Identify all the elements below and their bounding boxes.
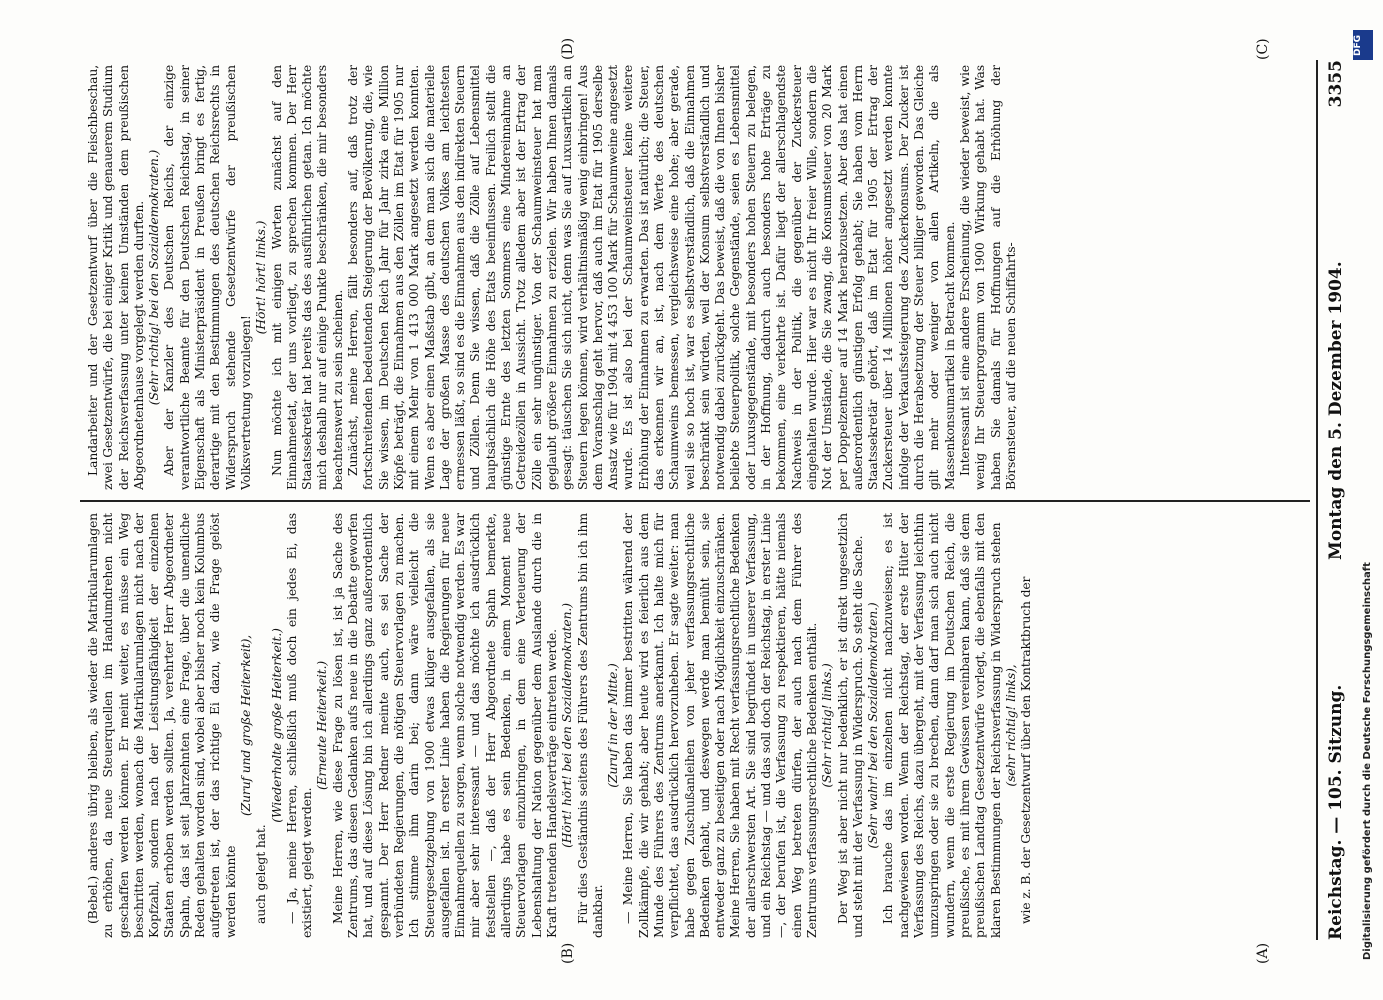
header-left: Reichstag. — 105. Sitzung. [1326,684,1346,940]
interjection: (Sehr wahr! bei den Sozialdemokraten.) [865,602,881,849]
paragraph: Aber der Kanzler des Deutschen Reichs, der einzige verantwortliche Beamte für den Deutschen Reichstag, in seiner Eigenschaft als Ministerpräsident in Preußen bringt es fertig, derartige mit den Bestimmungen des deutschen Reichsrechts in Widerspruch stehende Gesetzentwürfe der preußischen Volksvertretung vorzulegen! [161,65,253,490]
interjection: (Sehr richtig! links.) [819,663,835,788]
paragraph: — Meine Herren, Sie haben das immer bestritten während der Zollkämpfe, die wir gehabt; aber heute wird es feierlich aus dem Munde des Führers des Zentrums anerkannt. Ich halte mich für verpflichtet, das ausdrücklich hervorzuheben. Er sagte weiter: man habe gegen Zuschußanleihen von jeher verfassungsrechtliche Bedenken gehabt, und deswegen werde man bemüht sein, sie entweder ganz zu beseitigen oder nach Möglichkeit einzuschränken. Meine Herren, Sie haben mit Recht verfassungsrechtliche Bedenken der allerschwersten Art. Sie sind begründet in unserer Verfassung, und ein Reichstag — und das soll doch der Reichstag, in erster Linie —, der berufen ist, die Verfassung zu respektieren, hätte niemals einen Weg betreten dürfen, der auch nach dem Führer des Zentrums verfassungsrechtliche Bedenken enthält. [620,513,819,938]
paragraph: Für dies Geständnis seitens des Führers des Zentrums bin ich ihm dankbar. [574,513,605,938]
interjection: (Hört! hört! bei den Sozialdemokraten.) [559,603,575,848]
header-rule [1316,60,1318,940]
margin-mark-c: (C) [1255,38,1271,60]
interjection: (Zuruf und große Heiterkeit), [237,634,253,817]
footer-credit: Digitalisierung gefördert durch die Deutsche Forschungsgemeinschaft [1362,562,1373,960]
paragraph: Meine Herren, wie diese Frage zu lösen ist, ist ja Sache des Zentrums, das diesen Gedanken aufs neue in die Debatte geworfen hat, und auf diese Lösung bin ich allerdings ganz außerordentlich gespannt. Der Herr Redner meinte auch, es sei Sache der verbündeten Regierungen, die nötigen Steuervorlagen zu machen. Ich stimme ihm darin bei; dann wäre vielleicht die Steuergesetzgebung von 1900 etwas klüger ausgefallen, als sie ausgefallen ist. In erster Linie haben die Regierungen für neue Einnahmequellen zu sorgen, wenn solche notwendig werden. Es war mir aber sehr interessant — und das möchte ich ausdrücklich feststellen —, daß der Herr Abgeordnete Spahn bemerkte, allerdings habe es sein Bedenken, in einem Moment neue Steuervorlagen einzubringen, in dem eine Verteuerung der Lebenshaltung der Nation gegenüber dem Auslande durch die in Kraft tretenden Handelsverträge eintreten werde. [329,513,559,938]
interjection: (Wiederholte große Heiterkeit.) [268,628,284,823]
paragraph: Nun möchte ich mit einigen Worten zunächst auf den Einnahmeetat, der uns vorliegt, zu sprechen kommen. Der Herr Staatssekretär hat bereits das des ausführlichen getan. Ich möchte mich deshalb nur auf einige Punkte beschränken, die mir besonders beachtenswert zu sein scheinen. [268,65,345,490]
text-column-right [85,65,1310,490]
header-date: Montag den 5. Dezember 1904. [1326,261,1346,560]
paragraph: Der Weg ist aber nicht nur bedenklich, er ist direkt ungesetzlich und steht mit der Verfassung in Widerspruch. So steht die Sache. [834,513,865,938]
interjection: (Zuruf in der Mitte.) [605,663,621,788]
dfg-logo: DFG [1353,30,1373,60]
interjection: (Erneute Heiterkeit.) [314,660,330,791]
interjection: (Sehr richtig! bei den Sozialdemokraten.) [146,149,162,406]
page-number: 3355 [1326,60,1346,108]
paragraph: (Bebel.) anderes übrig bleiben, als wieder die Matrikularumlagen zu erhöhen, da neue Steuerquellen im Handumdrehen nicht geschaffen werden können. Er meint weiter, es müsse ein Weg beschritten werden, wonach die Matrikularumlagen nicht nach der Kopfzahl, sondern nach der Leistungsfähigkeit der einzelnen Staaten erhoben werden sollten. Ja, verehrter Herr Abgeordneter Spahn, das ist seit Jahrzehnten eine Frage, über die unendliche Reden gehalten worden sind, wobei aber bisher noch kein Kolumbus aufgetreten ist, der das richtige Ei dazu, wie die Frage gelöst werden könnte [85,513,238,938]
paragraph: Landarbeiter und der Gesetzentwurf über die Fleischbeschau, zwei Gesetzentwürfe, die bei einiger Kritik und genauerem Studium der Reichsverfassung unter keinen Umständen dem preußischen Abgeordnetenhause vorgelegt werden durften. [85,65,146,490]
interjection: (sehr richtig! links), [1002,664,1018,787]
paragraph: — Ja, meine Herren, schließlich muß doch ein jedes Ei, das existiert, gelegt werden. [283,513,315,938]
paragraph: wie z. B. der Gesetzentwurf über den Kontraktbruch der [1018,576,1034,924]
margin-mark-b: (B) [560,942,576,964]
text-column-left [85,513,1310,938]
interjection: (Hört! hört! links.) [253,220,269,335]
page-header [1320,60,1354,940]
paragraph: Interessant ist eine andere Erscheinung, die wieder beweist, wie wenig Ihr Steuerprogramm von 1900 Wirkung gehabt hat. Was haben Sie damals für Hoffnungen auf die Erhöhung der Börsensteuer, auf die neuen Schiffahrts- [956,65,1018,490]
paragraph: Zunächst, meine Herren, fällt besonders auf, daß trotz der fortschreitenden bedeutenden Steigerung der Bevölkerung, die, wie Sie wissen, im Deutschen Reich Jahr für Jahr zirka eine Million Köpfe beträgt, die Einnahmen aus den Zöllen im Etat für 1905 nur mit einem Mehr von 1 413 000 Mark angesetzt werden konnten. Wenn es aber einen Maßstab gibt, an dem man sich die materielle Lage der großen Masse des deutschen Volkes am leichtesten ermessen läßt, so sind es die Einnahmen aus den indirekten Steuern und Zöllen. Denn Sie wissen, daß die Zölle auf Lebensmittel hauptsächlich die Höhe des Etats beeinflussen. Freilich stellt die günstige Ernte des letzten Sommers eine Mindereinnahme an Getreidezöllen in Aussicht. Trotz alledem aber ist der Ertrag der Zölle ein sehr ungünstiger. Von der Schaumweinsteuer hat man geglaubt größere Einnahmen zu erzielen. Wir haben Ihnen damals gesagt: täuschen Sie sich nicht, denn was Sie auf Luxusartikeln an Steuern legen können, wird verhältnismäßig wenig einbringen! Aus dem Voranschlag geht hervor, daß auch im Etat für 1905 derselbe Ansatz wie für 1904 mit 4 453 100 Mark für Schaumweine angesetzt wurde. Es ist also bei der Schaumweinsteuer keine weitere Erhöhung der Einnahmen zu erwarten. Das ist natürlich; die Steuer, das erkennen wir an, ist, nach dem Werte des deutschen Schaumweins bemessen, vergleichsweise eine hohe; aber gerade, weil sie so hoch ist, war es selbstverständlich, daß die Einnahmen beschränkt sein würden, weil der Konsum selbstverständlich und notwendig dabei zurückgeht. Das beweist, daß die von Ihnen bisher beliebte Steuerpolitik, solche Gegenstände, seien es Lebensmittel oder Luxusgegenstände, mit besonders hohen Steuern zu belegen, in der Hoffnung, dadurch auch besonders hohe Erträge zu bekommen, eine verkehrte ist. Dafür liegt der allerschlagendste Nachweis in der Politik, die gegenüber der Zuckersteuer eingehalten wurde. Hier war es nicht Ihr freier Wille, sondern die Not der Umstände, die Sie zwang, die Konsumsteuer von 20 Mark per Doppelzentner auf 14 Mark herabzusetzen. Aber das hat einen außerordentlich günstigen Erfolg gehabt; Sie haben vom Herrn Staatssekretär gehört, daß im Etat für 1905 der Ertrag der Zuckersteuer über 14 Millionen höher angesetzt werden konnte infolge der Verkaufssteigerung des Zuckerkonsums. Der Zucker ist durch die Herabsetzung der Steuer billiger geworden. Das Gleiche gilt mehr oder weniger von allen Artikeln, die als Massenkonsumartikel in Betracht kommen. [345,65,957,490]
paragraph: Ich brauche das im einzelnen nicht nachzuweisen; es ist nachgewiesen worden. Wenn der Reichstag, der erste Hüter der Verfassung des Reichs, dazu übergeht, mit der Verfassung leichthin umzuspringen oder sie zu brechen, dann darf man sich auch nicht wundern, wenn die erste Regierung im Deutschen Reich, die preußische, es mit ihrem Gewissen vereinbaren kann, daß sie dem preußischen Landtag Gesetzentwürfe vorlegt, die ebenfalls mit den klaren Bestimmungen der Reichsverfassung in Widerspruch stehen [880,513,1003,938]
paragraph: auch gelegt hat. [253,824,269,924]
margin-mark-d: (D) [560,37,576,60]
margin-mark-a: (A) [1255,942,1271,964]
column-divider [80,500,1310,502]
